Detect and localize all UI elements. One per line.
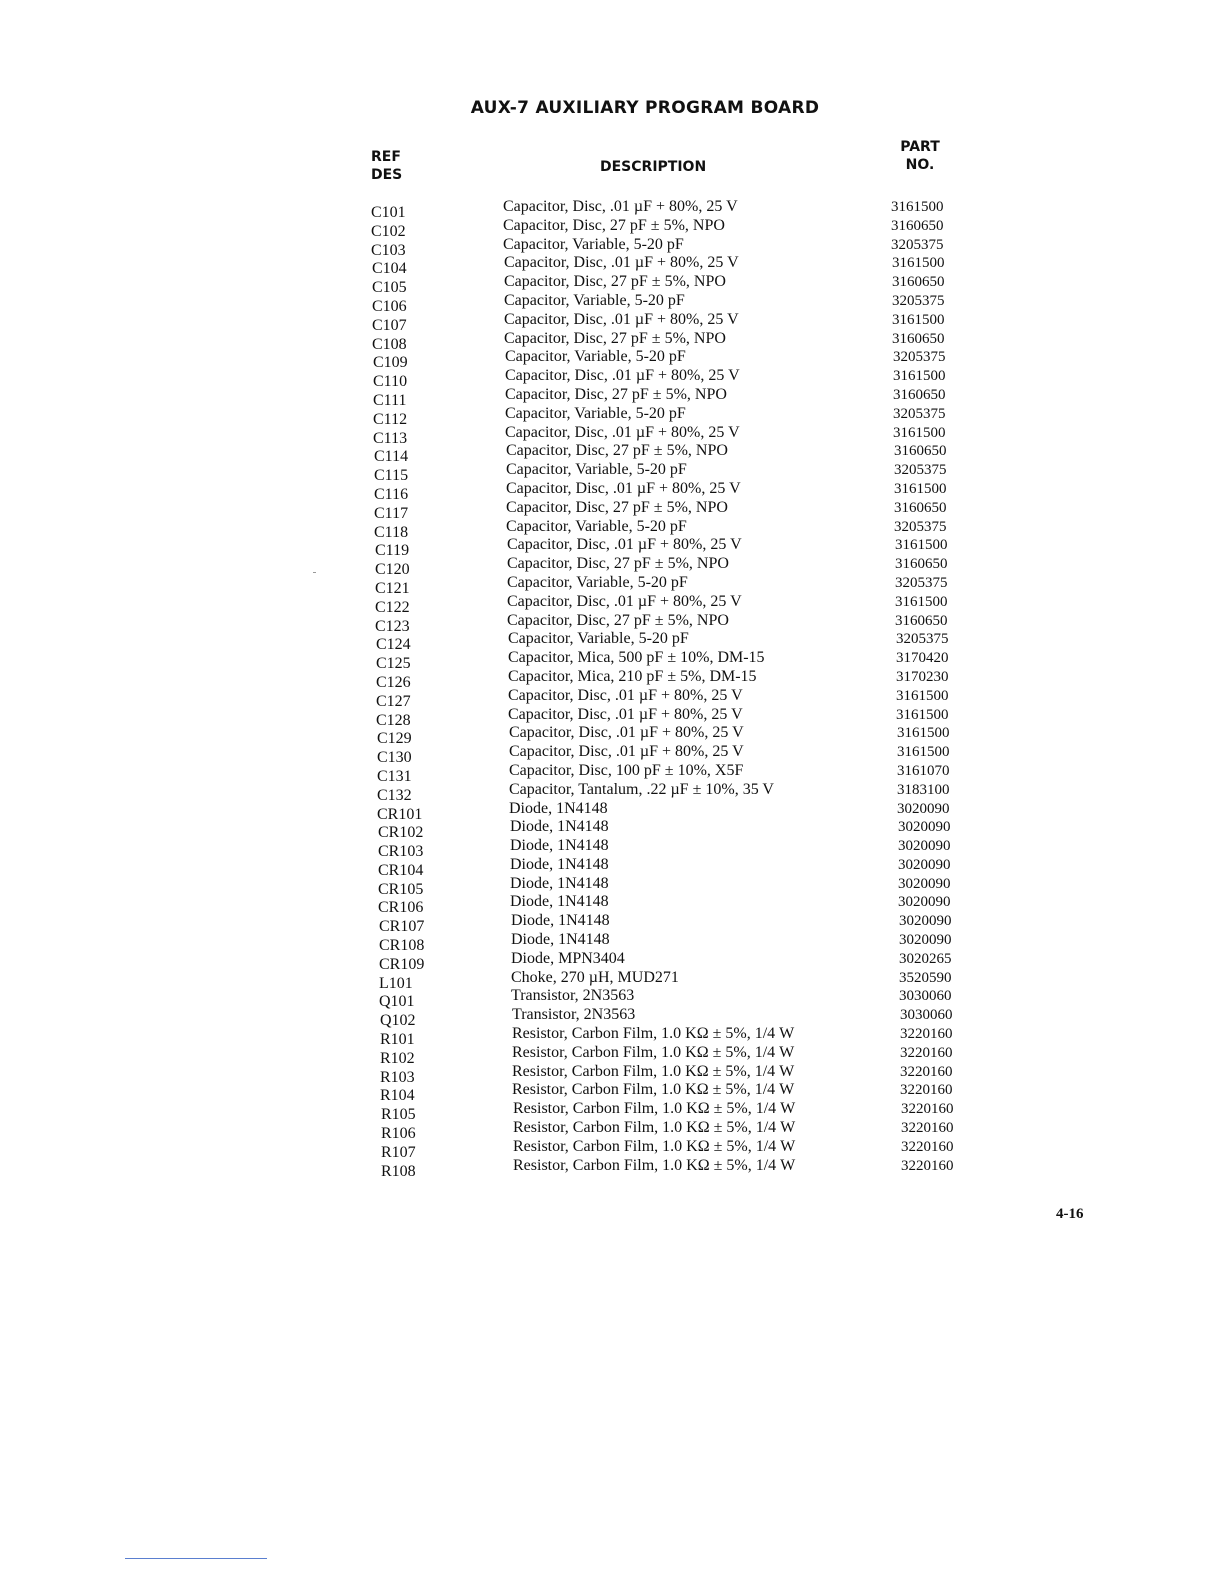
description-cell: Capacitor, Disc, 27 pF ± 5%, NPO [506,442,728,460]
table-row [3,461,1224,485]
description-cell: Capacitor, Disc, .01 µF + 80%, 25 V [504,254,739,272]
part-no-cell: 3205375 [894,518,947,535]
table-row [2,367,1224,391]
description-cell: Capacitor, Disc, 27 pF ± 5%, NPO [505,385,727,403]
description-cell: Diode, 1N4148 [510,837,609,855]
ref-des-cell: CR108 [379,937,425,955]
ref-des-cell: CR109 [379,955,425,973]
part-no-cell: 3220160 [900,1082,953,1099]
description-cell: Capacitor, Tantalum, .22 µF ± 10%, 35 V [509,780,774,798]
description-cell: Resistor, Carbon Film, 1.0 KΩ ± 5%, 1/4 W [513,1119,796,1137]
table-row [3,442,1224,466]
table-row [3,479,1224,503]
ref-des-cell: C128 [376,711,411,729]
part-no-cell: 3220160 [900,1063,953,1080]
table-row [7,874,1224,898]
ref-des-cell: C122 [375,598,410,616]
part-no-cell: 3161500 [891,199,944,215]
table-row [6,799,1224,823]
part-no-cell: 3161500 [895,593,948,610]
ref-des-cell: C117 [374,504,409,522]
part-no-cell: 3161500 [896,687,949,704]
ref-des-cell: C113 [373,429,408,447]
description-cell: Capacitor, Variable, 5-20 pF [506,517,687,535]
description-cell: Diode, 1N4148 [511,931,610,949]
description-cell: Capacitor, Disc, .01 µF + 80%, 25 V [505,367,740,385]
description-cell: Diode, 1N4148 [510,855,609,873]
part-no-cell: 3160650 [895,556,948,573]
part-no-cell: 3160650 [891,217,944,234]
part-no-cell: 3161500 [893,368,946,385]
table-row [4,573,1224,597]
table-row [5,705,1224,729]
part-no-cell: 3161500 [892,311,945,328]
ref-des-cell: R102 [380,1049,415,1067]
part-no-cell: 3020090 [898,838,951,855]
description-cell: Resistor, Carbon Film, 1.0 KΩ ± 5%, 1/4 W [513,1156,796,1174]
description-cell: Capacitor, Disc, 27 pF ± 5%, NPO [504,329,726,347]
ref-des-cell: C111 [373,391,407,409]
part-no-cell: 3030060 [900,1007,953,1024]
part-no-cell: 3205375 [894,462,947,479]
table-row [9,1025,1224,1049]
description-cell: Capacitor, Variable, 5-20 pF [505,348,686,366]
part-no-cell: 3205375 [895,574,948,591]
ref-des-cell: R107 [381,1143,416,1161]
table-row [8,931,1224,955]
table-row [10,1156,1224,1180]
ref-des-cell: C109 [373,354,408,372]
description-cell: Capacitor, Variable, 5-20 pF [508,630,689,648]
ref-des-cell: CR101 [377,805,423,823]
part-no-cell: 3020090 [898,819,951,836]
description-cell: Capacitor, Mica, 210 pF ± 5%, DM-15 [508,667,757,685]
ref-des-cell: C106 [372,297,407,315]
part-no-cell: 3030060 [899,988,952,1005]
table-row [4,536,1224,560]
description-cell: Capacitor, Disc, .01 µF + 80%, 25 V [504,310,739,328]
table-row [8,949,1224,973]
table-row [0,235,1224,259]
description-cell: Diode, 1N4148 [509,799,608,817]
part-no-cell: 3183100 [897,781,950,798]
description-cell: Capacitor, Disc, .01 µF + 80%, 25 V [508,686,743,704]
table-row [3,517,1224,541]
part-no-cell: 3161500 [896,706,949,723]
ref-des-cell: C102 [371,222,406,240]
ref-des-cell: CR106 [378,899,424,917]
description-cell: Transistor, 2N3563 [511,987,635,1005]
part-no-cell: 3161500 [894,480,947,497]
ref-des-header [371,148,402,184]
table-row [4,611,1224,635]
ref-des-cell: C127 [376,692,411,710]
part-no-cell: 3020090 [899,932,952,949]
description-cell: Diode, MPN3404 [511,949,625,967]
ref-des-cell: C130 [377,749,412,767]
description-cell: Capacitor, Disc, 27 pF ± 5%, NPO [507,555,729,573]
description-cell: Capacitor, Variable, 5-20 pF [507,573,688,591]
description-cell: Capacitor, Disc, .01 µF + 80%, 25 V [509,743,744,761]
ref-des-cell: C118 [374,523,409,541]
part-no-cell: 3020090 [897,800,950,817]
ref-des-cell: C119 [375,542,410,560]
table-row [5,686,1224,710]
ref-des-cell: C124 [376,636,411,654]
description-cell: Capacitor, Variable, 5-20 pF [504,291,685,309]
part-no-cell: 3205375 [892,292,945,309]
ref-des-cell: CR105 [378,880,424,898]
ref-des-cell: R106 [381,1125,416,1143]
scan-speck [313,572,316,573]
ref-des-cell: CR104 [378,861,424,879]
ref-des-cell: C114 [374,448,409,466]
description-cell: Capacitor, Disc, .01 µF + 80%, 25 V [506,479,741,497]
part-no-cell: 3160650 [892,274,945,291]
table-row [9,1043,1224,1067]
table-row [0,216,1224,240]
description-cell: Diode, 1N4148 [510,874,609,892]
description-cell: Capacitor, Disc, 27 pF ± 5%, NPO [507,611,729,629]
table-row [9,1006,1224,1030]
description-cell: Capacitor, Variable, 5-20 pF [505,404,686,422]
ref-des-cell: Q102 [380,1012,416,1030]
table-row [1,329,1224,353]
part-no-header [898,138,942,174]
ref-des-cell: C105 [372,279,407,297]
table-row [1,291,1224,315]
table-row [1,273,1224,297]
ref-des-cell: C115 [374,467,409,485]
description-cell: Capacitor, Disc, 27 pF ± 5%, NPO [506,498,728,516]
ref-des-cell: C132 [377,786,412,804]
part-no-cell: 3160650 [894,443,947,460]
description-cell: Capacitor, Disc, .01 µF + 80%, 25 V [503,198,738,215]
part-no-cell: 3160650 [892,330,945,347]
table-row [6,743,1224,767]
ref-des-cell: C103 [371,241,406,259]
ref-des-cell: R103 [380,1068,415,1086]
description-cell: Resistor, Carbon Film, 1.0 KΩ ± 5%, 1/4 W [512,1043,795,1061]
table-row [1,254,1224,278]
ref-des-cell: R104 [380,1087,415,1105]
ref-des-cell: C126 [376,673,411,691]
ref-des-cell: C131 [377,767,412,785]
footer-rule [125,1558,267,1559]
part-no-cell: 3220160 [901,1101,954,1118]
description-cell: Diode, 1N4148 [510,818,609,836]
part-no-cell: 3205375 [893,349,946,366]
part-no-cell: 3161500 [897,744,950,761]
ref-des-cell: CR102 [378,824,424,842]
table-row [7,855,1224,879]
part-no-cell: 3170420 [896,650,949,667]
description-cell: Capacitor, Variable, 5-20 pF [506,461,687,479]
table-row [7,837,1224,861]
part-no-cell: 3220160 [901,1138,954,1155]
ref-header-line2: DES [371,167,403,183]
description-cell: Resistor, Carbon Film, 1.0 KΩ ± 5%, 1/4 W [513,1137,796,1155]
ref-des-cell: C125 [376,655,411,673]
table-row [3,498,1224,522]
part-no-cell: 3220160 [900,1044,953,1061]
table-row [10,1119,1224,1143]
table-row [1,310,1224,334]
ref-des-cell: R108 [381,1162,416,1180]
description-cell: Capacitor, Disc, .01 µF + 80%, 25 V [507,592,742,610]
part-no-cell: 3220160 [901,1157,954,1174]
description-cell: Choke, 270 µH, MUD271 [511,968,679,986]
part-no-cell: 3161500 [892,255,945,272]
description-cell: Capacitor, Disc, 27 pF ± 5%, NPO [503,216,725,234]
page-number: 4-16 [1056,1206,1084,1222]
part-no-cell: 3220160 [900,1026,953,1043]
table-row [6,724,1224,748]
table-row [8,987,1224,1011]
description-cell: Capacitor, Variable, 5-20 pF [503,235,684,253]
table-row [2,348,1224,372]
part-no-cell: 3205375 [893,405,946,422]
part-no-cell: 3160650 [893,386,946,403]
ref-des-cell: C123 [375,617,410,635]
ref-header-line1: REF [371,149,401,165]
table-row [2,423,1224,447]
table-row [2,404,1224,428]
ref-des-cell: C104 [372,260,407,278]
part-no-cell: 3170230 [896,668,949,685]
part-header-line1: PART [900,139,940,155]
part-no-cell: 3020090 [898,875,951,892]
description-cell: Capacitor, Disc, 27 pF ± 5%, NPO [504,273,726,291]
table-row [5,667,1224,691]
part-no-cell: 3220160 [901,1120,954,1137]
table-row [8,912,1224,936]
ref-des-cell: R105 [381,1106,416,1124]
part-no-cell: 3161500 [895,537,948,554]
ref-des-cell: Q101 [379,993,415,1011]
table-row [5,630,1224,654]
ref-des-cell: CR107 [379,918,425,936]
table-row [4,592,1224,616]
table-row [9,1081,1224,1105]
part-no-cell: 3160650 [895,612,948,629]
part-no-cell: 3020090 [898,856,951,873]
table-row [4,555,1224,579]
part-no-cell: 3020090 [899,913,952,930]
ref-des-cell: C129 [377,730,412,748]
description-cell: Capacitor, Mica, 500 pF ± 10%, DM-15 [508,649,765,667]
description-cell: Diode, 1N4148 [511,912,610,930]
table-row [10,1137,1224,1161]
table-row [10,1100,1224,1124]
ref-des-cell: C121 [375,579,410,597]
ref-des-cell: C101 [371,204,406,221]
table-row [8,968,1224,992]
part-no-cell: 3160650 [894,499,947,516]
description-header: DESCRIPTION [600,159,707,175]
ref-des-cell: C107 [372,316,407,334]
part-no-cell: 3161070 [897,762,950,779]
part-no-cell: 3205375 [896,631,949,648]
ref-des-cell: L101 [379,974,413,992]
ref-des-cell: C116 [374,485,409,503]
part-no-cell: 3520590 [899,969,952,986]
table-row [2,385,1224,409]
ref-des-cell: C120 [375,561,410,579]
ref-des-cell: C112 [373,410,408,428]
table-row [6,780,1224,804]
description-cell: Capacitor, Disc, .01 µF + 80%, 25 V [509,724,744,742]
description-cell: Resistor, Carbon Film, 1.0 KΩ ± 5%, 1/4 W [512,1081,795,1099]
table-row [7,818,1224,842]
description-cell: Diode, 1N4148 [510,893,609,911]
table-row [5,649,1224,673]
description-cell: Resistor, Carbon Film, 1.0 KΩ ± 5%, 1/4 W [513,1100,796,1118]
table-row [7,893,1224,917]
table-row [6,761,1224,785]
table-row [9,1062,1224,1086]
ref-des-cell: R101 [380,1031,415,1049]
part-no-cell: 3020265 [899,950,952,967]
ref-des-cell: CR103 [378,843,424,861]
ref-des-cell: C108 [372,335,407,353]
part-no-cell: 3161500 [893,424,946,441]
description-cell: Capacitor, Disc, .01 µF + 80%, 25 V [508,705,743,723]
parts-list [0,198,1224,1180]
part-no-cell: 3205375 [891,236,944,253]
description-cell: Capacitor, Disc, 100 pF ± 10%, X5F [509,761,744,779]
part-no-cell: 3020090 [898,894,951,911]
part-header-line2: NO. [905,157,935,173]
ref-des-cell: C110 [373,373,408,391]
table-row [0,198,1224,221]
description-cell: Transistor, 2N3563 [512,1006,636,1024]
description-cell: Resistor, Carbon Film, 1.0 KΩ ± 5%, 1/4 W [512,1025,795,1043]
description-cell: Capacitor, Disc, .01 µF + 80%, 25 V [507,536,742,554]
description-cell: Resistor, Carbon Film, 1.0 KΩ ± 5%, 1/4 W [512,1062,795,1080]
page-title: AUX-7 AUXILIARY PROGRAM BOARD [470,98,820,118]
part-no-cell: 3161500 [897,725,950,742]
description-cell: Capacitor, Disc, .01 µF + 80%, 25 V [505,423,740,441]
